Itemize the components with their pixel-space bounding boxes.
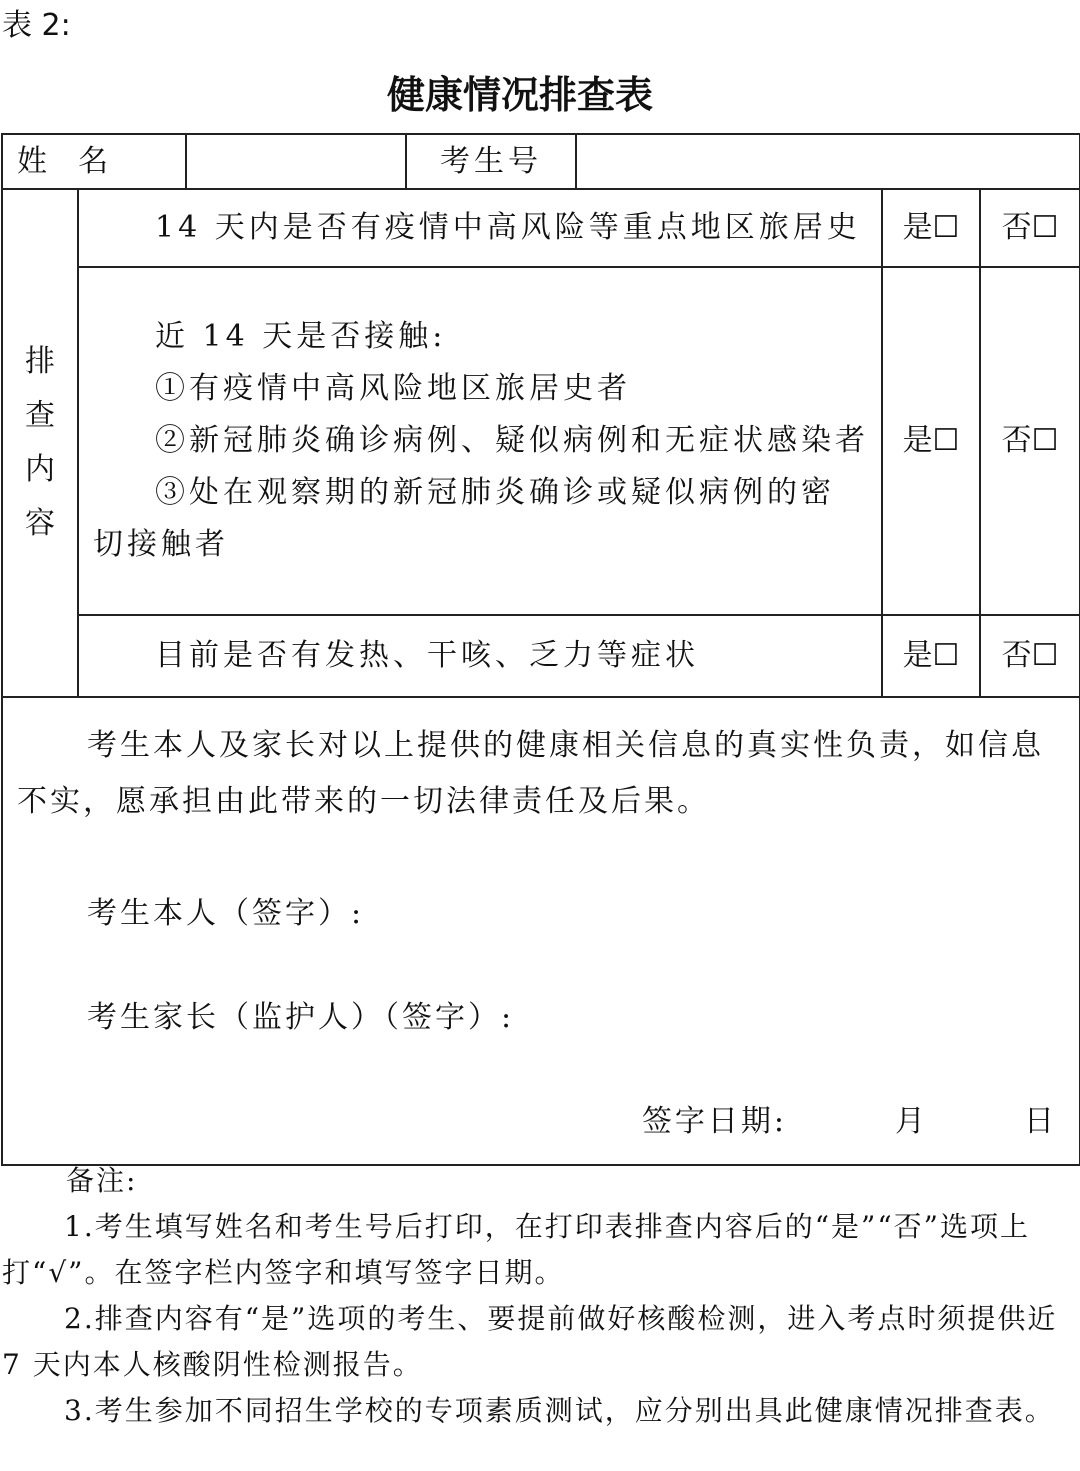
screening-row-3 [2,615,1080,697]
signature-date-line[interactable] [17,1096,1057,1148]
info-row [2,134,1080,189]
contact-question-line: 切接触者 [93,527,229,562]
contact-question-line: ②新冠肺炎确诊病例、疑似病例和无症状感染者 [155,423,869,458]
side-label-char: 查 [25,398,55,433]
exam-number-field[interactable] [576,134,1080,189]
table-number-label: 表 2: [2,8,71,43]
side-label-char: 容 [25,506,55,541]
exam-number-label: 考生号 [406,134,576,189]
note-item: 2.排查内容有“是”选项的考生、要提前做好核酸检测，进入考点时须提供近 7 天内本人核酸阴性检测报告。 [2,1302,1058,1381]
signature-date-label: 签字日期: [641,1104,788,1139]
screening-content-label [2,189,78,697]
name-label: 姓 名 [2,134,186,189]
contact-yes-checkbox[interactable]: 是☐ [882,267,980,615]
symptom-no-checkbox[interactable]: 否☐ [980,615,1080,697]
notes-section [2,1158,1062,1434]
name-field[interactable] [186,134,406,189]
note-item: 1.考生填写姓名和考生号后打印，在打印表排查内容后的“是”“否”选项上打“√”。在签字栏内签字和填写签字日期。 [2,1210,1030,1289]
health-screening-table [1,133,1080,1166]
contact-no-checkbox[interactable]: 否☐ [980,267,1080,615]
notes-title: 备注: [66,1164,138,1197]
declaration-row [2,697,1080,1165]
day-label: 日 [1024,1104,1058,1139]
screening-row-2 [2,267,1080,615]
page-title: 健康情况排查表 [386,73,653,117]
travel-history-question: 14 天内是否有疫情中高风险等重点地区旅居史 [78,189,882,267]
side-label-char: 内 [25,452,55,487]
parent-signature-label[interactable]: 考生家长（监护人）（签字）: [87,1000,515,1035]
month-label: 月 [895,1104,929,1139]
travel-no-checkbox[interactable]: 否☐ [980,189,1080,267]
note-item: 3.考生参加不同招生学校的专项素质测试，应分别出具此健康情况排查表。 [64,1394,1055,1427]
side-label-char: 排 [25,344,55,379]
symptom-yes-checkbox[interactable]: 是☐ [882,615,980,697]
contact-question-line: 近 14 天是否接触: [155,319,447,354]
contact-history-question [78,267,882,615]
travel-yes-checkbox[interactable]: 是☐ [882,189,980,267]
declaration-cell [2,697,1080,1165]
contact-question-line: ③处在观察期的新冠肺炎确诊或疑似病例的密 [155,475,835,510]
declaration-statement: 考生本人及家长对以上提供的健康相关信息的真实性负责，如信息不实，愿承担由此带来的一切法律责任及后果。 [17,728,1044,819]
student-signature-label[interactable]: 考生本人（签字）: [87,896,365,931]
symptom-question: 目前是否有发热、干咳、乏力等症状 [78,615,882,697]
contact-question-line: ①有疫情中高风险地区旅居史者 [155,371,631,406]
screening-row-1 [2,189,1080,267]
